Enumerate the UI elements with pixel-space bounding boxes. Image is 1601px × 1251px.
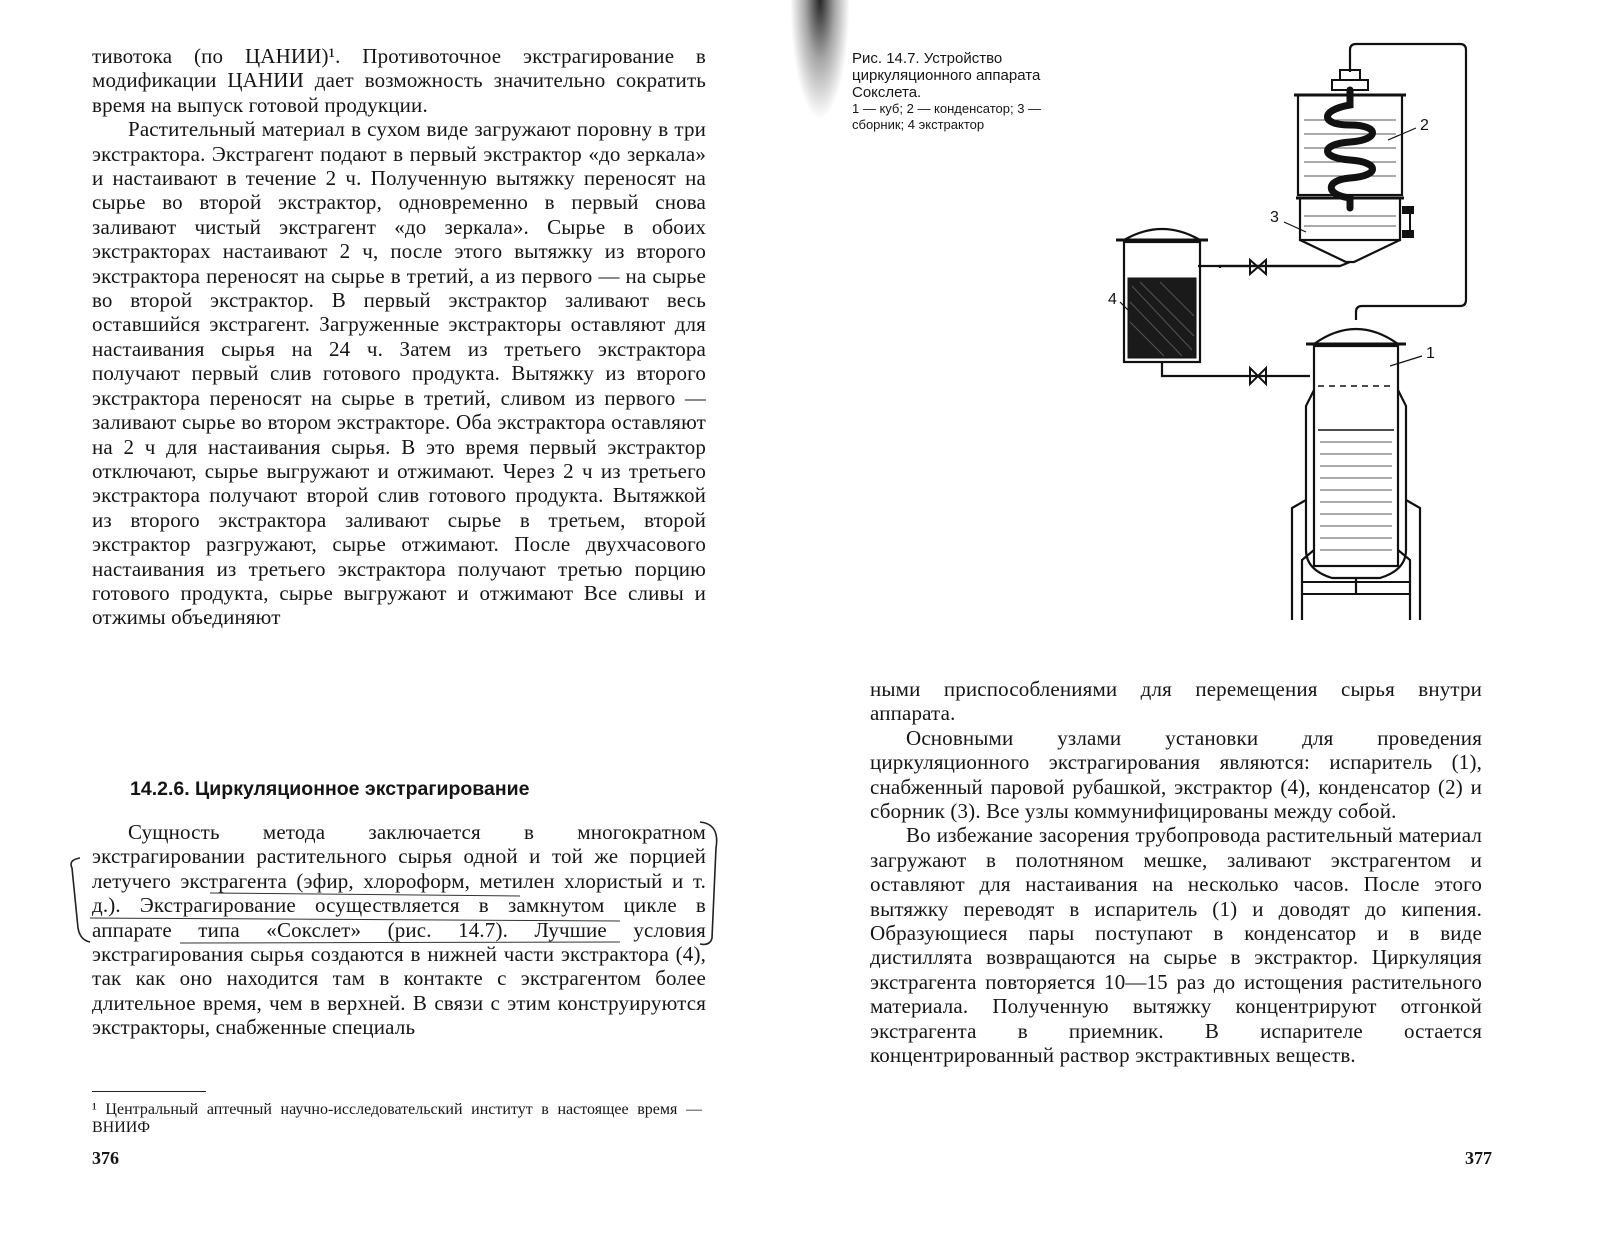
section-heading: 14.2.6. Циркуляционное экстрагирование bbox=[130, 778, 530, 800]
footnote: ¹ Центральный аптечный научно-исследовательский институт в настоящее время — ВНИИФ bbox=[92, 1101, 702, 1136]
paragraph-continuation: тивотока (по ЦАНИИ)¹. Противоточное экстрагирование в модификации ЦАНИИ дает возможность значительно сократить время на выпуск готовой продукции. bbox=[92, 44, 706, 117]
paragraph-main-units: Основными узлами установки для проведения циркуляционного экстрагирования являются: испаритель (1), снабженный паровой рубашкой, экстрактор (4), конденсатор (2) и сборник (3). Все узлы коммунифицированы между собой. bbox=[870, 725, 1482, 824]
figure-caption-legend: 1 — куб; 2 — конденсатор; 3 — сборник; 4 экстрактор bbox=[852, 101, 1042, 132]
paragraph-procedure: Во избежание засорения трубопровода растительный материал загружают в полотняном мешке, заливают экстрагентом и оставляют для настаивания на несколько часов. После этого вытяжку переводят в испаритель (1) и доводят до кипения. Образующиеся пары поступают в конденсатор и в виде дистиллята возвращаются на сырье в экстрактор. Циркуляция экстрагента повторяется 10—15 раз до истощения растительного материала. Полученную вытяжку концентрируют отгонкой экстрагента в приемник. В испарителе остается концентрированный раствор экстрактивных веществ. bbox=[870, 823, 1482, 1068]
soxhlet-apparatus-diagram bbox=[1070, 30, 1490, 620]
evaporator bbox=[1314, 346, 1398, 566]
figure-caption bbox=[852, 50, 1062, 133]
paragraph-extraction-procedure: Растительный материал в сухом виде загружают поровну в три экстрактора. Экстрагент подают в первый экстрактор «до зеркала» и настаивают в течение 2 ч. Полученную вытяжку переносят на сырье во второй экстрактор, одновременно в первый снова заливают чистый экстрагент «до зеркала». Сырье в обоих экстракторах настаивают 2 ч, после этого вытяжку из второго экстрактора переносят на сырье в третий, а из первого — на сырье во второй экстрактор. В первый экстрактор заливают весь оставшийся экстрагент. Загруженные экстракторы оставляют для настаивания сырья на 24 ч. Затем из третьего экстрактора получают первый слив готового продукта. Вытяжку из второго экстрактора переносят на сырье в третий, сливом из первого — заливают сырье во втором экстракторе. Оба экстрактора оставляют на 2 ч для настаивания сырья. В это время первый экстрактор отключают, сырье выгружают и отжимают. Через 2 ч из третьего экстрактора получают второй слив готового продукта. Вытяжкой из второго экстрактора заливают сырье в третьем, второй экстрактор разгружают, сырье отжимают. После двухчасового настаивания из третьего экстрактора получают третью порцию готового продукта, сырье выгружают и отжимают Все сливы и отжимы объединяют bbox=[92, 117, 706, 630]
footnote-divider bbox=[92, 1091, 206, 1092]
left-page bbox=[0, 0, 800, 1251]
paragraph-continuation-right: ными приспособлениями для перемещения сырья внутри аппарата. bbox=[870, 677, 1482, 726]
figure-caption-title: Рис. 14.7. Устройство циркуляционного аппарата Сокслета. bbox=[852, 50, 1041, 101]
left-text-column-2 bbox=[92, 820, 706, 1040]
left-text-column bbox=[92, 44, 706, 630]
label-2: 2 bbox=[1420, 117, 1429, 134]
label-1: 1 bbox=[1426, 345, 1435, 362]
paragraph-method-essence: Сущность метода заключается в многократном экстрагировании растительного сырья одной и той же порцией летучего экстрагента (эфир, хлороформ, метилен хлористый и т. д.). Экстрагирование осуществляется в замкнутом цикле в аппарате типа «Сокслет» (рис. 14.7). Лучшие условия экстрагирования сырья создаются в нижней части экстрактора (4), так как оно находится там в контакте с экстрагентом более длительное время, чем в верхней. В связи с этим конструируются экстракторы, снабженные специаль bbox=[92, 820, 706, 1040]
label-4: 4 bbox=[1108, 291, 1117, 308]
right-page bbox=[800, 0, 1601, 1251]
page-number-left: 376 bbox=[92, 1148, 119, 1168]
page-number-right: 377 bbox=[1465, 1148, 1492, 1168]
label-3: 3 bbox=[1270, 209, 1279, 226]
right-text-column bbox=[870, 677, 1482, 1068]
